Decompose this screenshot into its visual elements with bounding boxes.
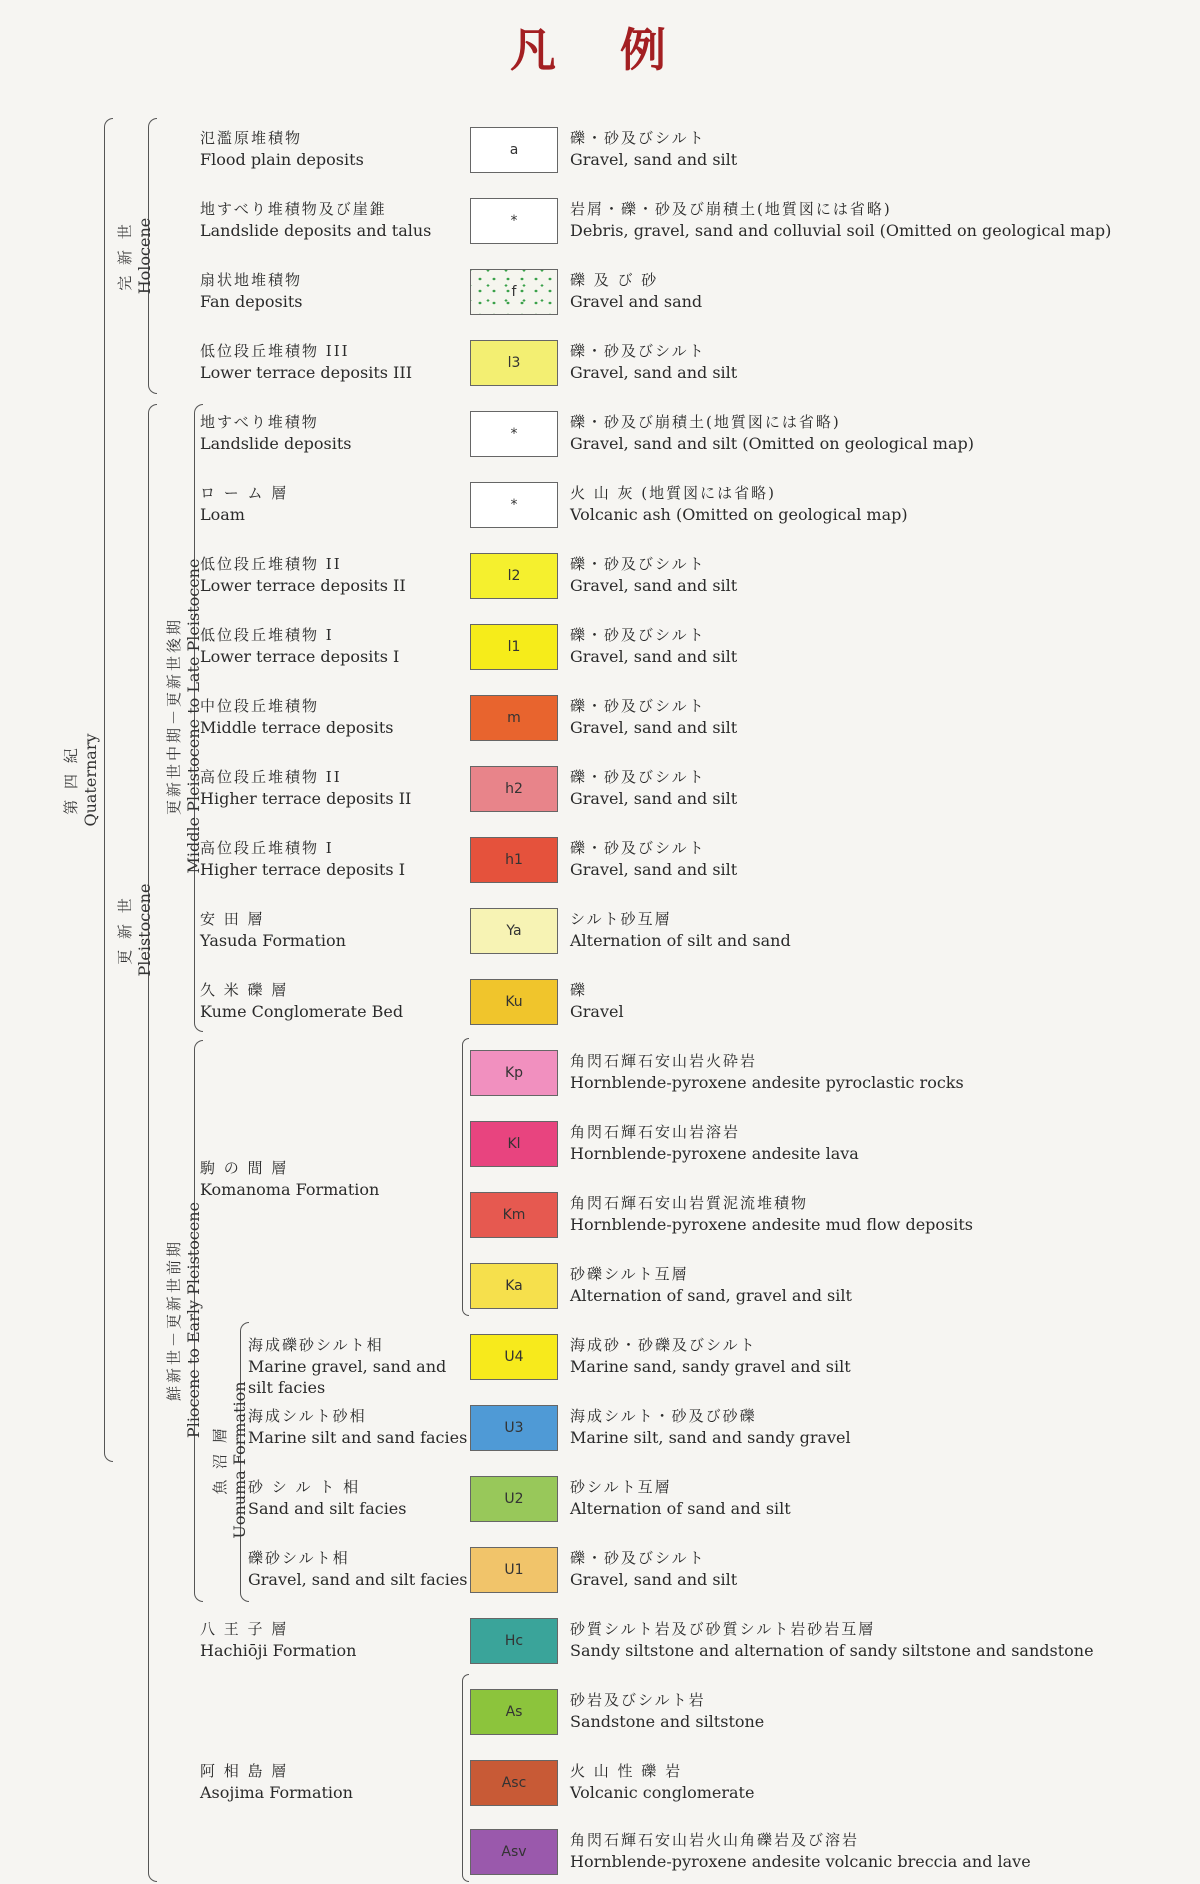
unit-name [200,1619,356,1661]
unit-desc-jp: 礫 及 び 砂 [570,271,659,289]
legend-row-asojima-as [0,1682,1200,1742]
unit-description [570,696,737,738]
unit-desc-en: Alternation of silt and sand [570,931,791,950]
unit-desc-en: Gravel, sand and silt [570,789,738,808]
unit-name [200,554,406,596]
unit-name-jp: 扇状地堆積物 [200,271,303,289]
unit-desc-jp: 礫・砂及びシルト [570,1549,706,1567]
unit-name-en: Fan deposits [200,292,303,311]
quaternary-label-en: Quaternary [81,733,100,827]
unit-desc-jp: シルト砂互層 [570,910,672,928]
unit-name-jp: 海成礫砂シルト相 [248,1336,384,1354]
unit-name [200,980,403,1022]
legend-row-kume [0,972,1200,1032]
unit-name [200,341,412,383]
unit-name-en: Higher terrace deposits I [200,860,406,879]
unit-desc-jp: 礫・砂及びシルト [570,129,706,147]
map-symbol-swatch: l1 [470,624,558,670]
unit-description [570,1335,851,1377]
unit-desc-jp: 角閃石輝石安山岩火山角礫岩及び溶岩 [570,1831,860,1849]
map-symbol-swatch: Kl [470,1121,558,1167]
middle-late-label-jp: 更新世中期－更新世後期 [165,617,183,816]
legend-title: 凡 例 [509,23,690,77]
unit-name [200,1761,353,1803]
legend-row-uonuma-u1 [0,1540,1200,1600]
unit-desc-en: Marine sand, sandy gravel and silt [570,1357,851,1376]
map-symbol-swatch: f [470,269,558,315]
unit-description [570,1830,1031,1872]
map-symbol-swatch: * [470,198,558,244]
unit-name-en: Kume Conglomerate Bed [200,1002,404,1021]
unit-desc-en: Hornblende-pyroxene andesite mud flow deposits [570,1215,974,1234]
unit-name-en: Komanoma Formation [200,1180,380,1199]
unit-desc-jp: 礫・砂及び崩積土(地質図には省略) [570,413,841,431]
unit-desc-en: Gravel, sand and silt [570,718,738,737]
unit-desc-en: Gravel, sand and silt [570,860,738,879]
map-symbol-swatch: Ya [470,908,558,954]
unit-name-en: Landslide deposits and talus [200,221,432,240]
unit-desc-jp: 砂シルト互層 [570,1478,672,1496]
unit-name-jp: 礫砂シルト相 [248,1549,350,1567]
pleistocene-label-jp: 更 新 世 [116,895,134,965]
legend-row-landslide-talus [0,191,1200,251]
pliocene-early-label-jp: 鮮新世－更新世前期 [165,1239,183,1402]
unit-desc-en: Gravel, sand and silt [570,1570,738,1589]
map-symbol-swatch: Ka [470,1263,558,1309]
unit-name [248,1406,467,1448]
unit-description [570,1477,791,1519]
unit-name [200,767,411,809]
unit-name-jp: ロ ー ム 層 [200,484,289,502]
pleistocene-label-en: Pleistocene [135,883,154,977]
unit-name-jp: 駒 の 間 層 [200,1159,289,1177]
unit-name-jp: 海成シルト砂相 [248,1407,367,1425]
map-symbol-swatch: a [470,127,558,173]
quaternary-label-jp: 第 四 紀 [62,745,80,815]
unit-name [248,1477,406,1519]
unit-desc-jp: 角閃石輝石安山岩溶岩 [570,1123,741,1141]
unit-desc-en: Marine silt, sand and sandy gravel [570,1428,851,1447]
unit-name-jp: 安 田 層 [200,910,265,928]
pliocene-early-label-en: Pliocene to Early Pleistocene [184,1201,203,1439]
unit-name [200,412,352,454]
map-symbol-swatch: m [470,695,558,741]
unit-desc-en: Gravel, sand and silt (Omitted on geological map) [570,434,974,453]
legend-row-middle-terrace [0,688,1200,748]
unit-desc-jp: 砂質シルト岩及び砂質シルト岩砂岩互層 [570,1620,876,1638]
unit-description [570,199,1111,241]
unit-name [200,838,405,880]
unit-name-jp: 地すべり堆積物及び崖錐 [200,200,387,218]
unit-name-jp: 砂 シ ル ト 相 [248,1478,361,1496]
unit-name-en: Marine silt and sand facies [248,1428,468,1447]
legend-row-higher-terrace-2 [0,759,1200,819]
map-symbol-swatch: U1 [470,1547,558,1593]
unit-description [570,1761,754,1803]
unit-description [570,412,974,454]
map-symbol-swatch: * [470,482,558,528]
legend-row-fan [0,262,1200,322]
unit-name-jp: 低位段丘堆積物 II [200,555,342,573]
unit-name-en: Sand and silt facies [248,1499,407,1518]
unit-name [200,483,288,525]
unit-name-en: Lower terrace deposits III [200,363,413,382]
unit-desc-jp: 礫・砂及びシルト [570,555,706,573]
legend-row-yasuda [0,901,1200,961]
legend-row-landslide [0,404,1200,464]
unit-name-en: Asojima Formation [200,1783,353,1802]
legend-row-uonuma-u3 [0,1398,1200,1458]
map-symbol-swatch: U4 [470,1334,558,1380]
unit-name-en: Flood plain deposits [200,150,364,169]
unit-desc-en: Gravel, sand and silt [570,576,738,595]
unit-description [570,554,737,596]
unit-description [570,980,624,1022]
map-symbol-swatch: h1 [470,837,558,883]
unit-description [570,838,737,880]
unit-description [570,909,791,951]
unit-desc-en: Volcanic conglomerate [570,1783,755,1802]
uonuma-label-jp: 魚 沼 層 [211,1425,229,1495]
unit-description [570,270,702,312]
unit-desc-en: Debris, gravel, sand and colluvial soil (Omitted on geological map) [570,221,1112,240]
unit-description [570,1264,852,1306]
legend-row-lower-terrace-3 [0,333,1200,393]
unit-description [570,1051,964,1093]
unit-description [570,767,737,809]
legend-row-lower-terrace-1 [0,617,1200,677]
unit-desc-jp: 海成砂・砂礫及びシルト [570,1336,757,1354]
unit-desc-jp: 礫・砂及びシルト [570,626,706,644]
unit-desc-en: Gravel and sand [570,292,703,311]
legend-row-asojima-asv [0,1822,1200,1882]
unit-desc-jp: 岩屑・礫・砂及び崩積土(地質図には省略) [570,200,892,218]
unit-desc-jp: 礫・砂及びシルト [570,839,706,857]
unit-desc-en: Gravel, sand and silt [570,647,738,666]
unit-desc-en: Hornblende-pyroxene andesite pyroclastic rocks [570,1073,964,1092]
uonuma-label-en: Uonuma Formation [230,1381,249,1539]
unit-name-jp: 高位段丘堆積物 II [200,768,342,786]
unit-description [570,1690,764,1732]
legend-row-komanoma-km [0,1185,1200,1245]
map-symbol-swatch: U3 [470,1405,558,1451]
unit-desc-jp: 角閃石輝石安山岩火砕岩 [570,1052,758,1070]
map-symbol-swatch: l3 [470,340,558,386]
unit-name [200,270,303,312]
unit-desc-jp: 礫・砂及びシルト [570,697,706,715]
unit-name-en: Higher terrace deposits II [200,789,412,808]
unit-name [200,696,393,738]
unit-name-en: Loam [200,505,245,524]
map-symbol-swatch: U2 [470,1476,558,1522]
unit-name-jp: 低位段丘堆積物 I [200,626,334,644]
legend-row-higher-terrace-1 [0,830,1200,890]
unit-name [248,1548,468,1590]
unit-description [570,1548,737,1590]
legend-row-asojima-asc [0,1753,1200,1813]
map-symbol-swatch: h2 [470,766,558,812]
unit-desc-en: Gravel [570,1002,624,1021]
unit-name-jp: 阿 相 島 層 [200,1762,289,1780]
legend-row-uonuma-u2 [0,1469,1200,1529]
unit-name-jp: 氾濫原堆積物 [200,129,303,147]
unit-desc-en: Hornblende-pyroxene andesite volcanic breccia and lave [570,1852,1031,1871]
unit-name-en: Middle terrace deposits [200,718,394,737]
unit-name-en: Hachiōji Formation [200,1641,357,1660]
legend-row-uonuma-u4 [0,1327,1200,1397]
unit-name-en: Gravel, sand and silt facies [248,1570,468,1589]
holocene-label-jp: 完 新 世 [116,221,134,291]
map-symbol-swatch: Hc [470,1618,558,1664]
map-symbol-swatch: As [470,1689,558,1735]
unit-desc-en: Gravel, sand and silt [570,150,738,169]
legend-row-komanoma-ka [0,1256,1200,1316]
unit-description [570,1193,973,1235]
unit-desc-jp: 砂岩及びシルト岩 [570,1691,706,1709]
unit-desc-en: Alternation of sand, gravel and silt [570,1286,852,1305]
unit-name-jp: 八 王 子 層 [200,1620,289,1638]
unit-desc-en: Sandy siltstone and alternation of sandy siltstone and sandstone [570,1641,1094,1660]
middle-late-label-en: Middle Pleistocene to Late Pleistocene [184,558,203,874]
unit-description [570,1406,851,1448]
map-symbol-swatch: Asc [470,1760,558,1806]
unit-desc-en: Gravel, sand and silt [570,363,738,382]
unit-description [570,483,908,525]
unit-name-en: Marine gravel, sand and silt facies [248,1357,447,1397]
unit-name-jp: 低位段丘堆積物 III [200,342,350,360]
legend-row-komanoma-kp [0,1043,1200,1103]
legend-row-lower-terrace-2 [0,546,1200,606]
unit-desc-jp: 砂礫シルト互層 [570,1265,689,1283]
map-symbol-swatch: Ku [470,979,558,1025]
unit-name-jp: 地すべり堆積物 [200,413,319,431]
unit-description [570,341,737,383]
unit-desc-jp: 火 山 性 礫 岩 [570,1762,683,1780]
legend-row-flood-plain [0,120,1200,180]
unit-desc-en: Hornblende-pyroxene andesite lava [570,1144,859,1163]
unit-desc-jp: 海成シルト・砂及び砂礫 [570,1407,757,1425]
unit-name [200,128,364,170]
holocene-label-en: Holocene [135,217,154,295]
unit-name-jp: 久 米 礫 層 [200,981,289,999]
unit-description [570,625,737,667]
unit-desc-jp: 礫・砂及びシルト [570,342,706,360]
unit-name-en: Yasuda Formation [200,931,346,950]
unit-name [200,625,399,667]
unit-description [570,128,737,170]
unit-desc-jp: 礫 [570,981,588,999]
unit-description [570,1619,1094,1661]
unit-desc-jp: 礫・砂及びシルト [570,768,706,786]
map-symbol-swatch: * [470,411,558,457]
unit-name-jp: 中位段丘堆積物 [200,697,320,715]
map-symbol-swatch: l2 [470,553,558,599]
unit-name [200,199,431,241]
unit-name-jp: 高位段丘堆積物 I [200,839,334,857]
unit-name [248,1335,458,1398]
unit-desc-jp: 火 山 灰 (地質図には省略) [570,484,777,502]
legend-row-hachioji [0,1611,1200,1671]
unit-desc-en: Alternation of sand and silt [570,1499,791,1518]
map-symbol-swatch: Km [470,1192,558,1238]
unit-name-en: Lower terrace deposits I [200,647,400,666]
legend-row-loam [0,475,1200,535]
unit-desc-jp: 角閃石輝石安山岩質泥流堆積物 [570,1194,809,1212]
map-symbol-swatch: Asv [470,1829,558,1875]
unit-name [200,909,346,951]
unit-name-en: Lower terrace deposits II [200,576,406,595]
unit-desc-en: Volcanic ash (Omitted on geological map) [570,505,908,524]
unit-desc-en: Sandstone and siltstone [570,1712,765,1731]
unit-name-en: Landslide deposits [200,434,352,453]
map-symbol-swatch: Kp [470,1050,558,1096]
